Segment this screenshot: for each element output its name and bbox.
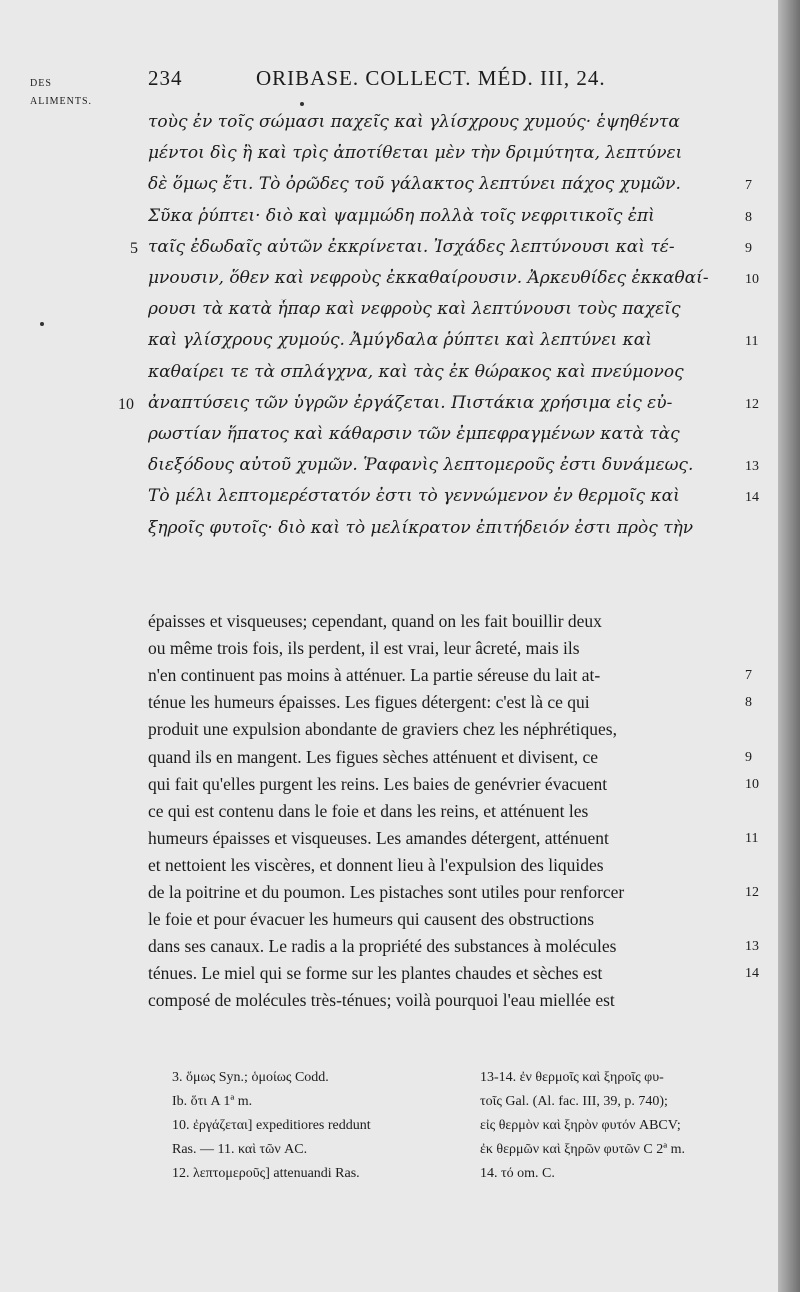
page-title: ORIBASE. COLLECT. MÉD. III, 24. xyxy=(256,66,606,90)
line-number-right: 7 xyxy=(745,668,752,683)
greek-text-line: Τὸ μέλι λεπτομερέστατόν ἐστι τὸ γεννώμενον ἐν θερμοῖς καὶ xyxy=(148,486,680,506)
line-number-right: 8 xyxy=(745,695,752,710)
french-text-line: composé de molécules très-ténues; voilà pourquoi l'eau miellée est xyxy=(148,990,615,1010)
footnote-left: Ib. ὅτι A 1ª m. xyxy=(172,1094,253,1109)
line-number-right: 10 xyxy=(745,777,759,792)
greek-text-line: τοὺς ἐν τοῖς σώμασι παχεῖς καὶ γλίσχρους χυμούς· ἑψηθέντα xyxy=(148,112,680,132)
french-text-line: n'en continuent pas moins à atténuer. La partie séreuse du lait at- xyxy=(148,665,601,685)
book-spine-shadow xyxy=(778,0,800,1292)
line-number-right: 13 xyxy=(745,459,759,474)
line-number-right: 12 xyxy=(745,397,759,412)
french-text-line: ténues. Le miel qui se forme sur les plantes chaudes et sèches est xyxy=(148,963,603,983)
french-text-line: quand ils en mangent. Les figues sèches atténuent et divisent, ce xyxy=(148,747,599,767)
greek-text-line: ἀναπτύσεις τῶν ὑγρῶν ἐργάζεται. Πιστάκια χρήσιμα εἰς εὐ- xyxy=(148,393,673,413)
footnote-right: 13-14. ἐν θερμοῖς καὶ ξηροῖς φυ- xyxy=(480,1070,664,1085)
french-text-line: humeurs épaisses et visqueuses. Les amandes détergent, atténuent xyxy=(148,828,609,848)
line-number-right: 9 xyxy=(745,241,752,256)
line-number-right: 13 xyxy=(745,939,759,954)
french-text-line: ce qui est contenu dans le foie et dans les reins, et atténuent les xyxy=(148,801,589,821)
footnote-right: τοῖς Gal. (Al. fac. III, 39, p. 740); xyxy=(480,1094,668,1109)
footnote-left: Ras. — 11. καὶ τῶν AC. xyxy=(172,1142,308,1157)
line-number-right: 12 xyxy=(745,885,759,900)
line-number-left: 5 xyxy=(130,240,138,257)
greek-text-line: ταῖς ἐδωδαῖς αὐτῶν ἐκκρίνεται. Ἰσχάδες λεπτύνουσι καὶ τέ- xyxy=(148,237,675,257)
line-number-right: 8 xyxy=(745,210,752,225)
greek-text-line: μνουσιν, ὅθεν καὶ νεφροὺς ἐκκαθαίρουσιν. Ἀρκευθίδες ἐκκαθαί- xyxy=(148,268,709,288)
french-text-line: qui fait qu'elles purgent les reins. Les baies de genévrier évacuent xyxy=(148,774,608,794)
footnote-left: 3. ὅμως Syn.; ὁμοίως Codd. xyxy=(172,1070,329,1085)
greek-text-line: Σῦκα ῥύπτει· διὸ καὶ ψαμμώδη πολλὰ τοῖς νεφριτικοῖς ἐπὶ xyxy=(148,206,655,226)
french-text-line: ou même trois fois, ils perdent, il est vrai, leur âcreté, mais ils xyxy=(148,638,580,658)
ink-dot xyxy=(300,102,304,106)
french-text-line: et nettoient les viscères, et donnent lieu à l'expulsion des liquides xyxy=(148,855,604,875)
greek-text-line: δὲ ὅμως ἔτι. Τὸ ὀρῶδες τοῦ γάλακτος λεπτύνει πάχος χυμῶν. xyxy=(148,174,681,194)
line-number-right: 11 xyxy=(745,334,759,349)
french-text-line: épaisses et visqueuses; cependant, quand on les fait bouillir deux xyxy=(148,611,602,631)
greek-text-line: ρουσι τὰ κατὰ ἧπαρ καὶ νεφροὺς καὶ λεπτύνουσι τοὺς παχεῖς xyxy=(148,299,681,319)
french-text-line: ténue les humeurs épaisses. Les figues détergent: c'est là ce qui xyxy=(148,692,590,712)
line-number-right: 7 xyxy=(745,178,752,193)
line-number-right: 14 xyxy=(745,966,759,981)
french-text-line: de la poitrine et du poumon. Les pistaches sont utiles pour renforcer xyxy=(148,882,625,902)
line-number-right: 10 xyxy=(745,272,759,287)
footnote-left: 12. λεπτομεροῦς] attenuandi Ras. xyxy=(172,1166,360,1181)
footnote-right: 14. τό om. C. xyxy=(480,1166,555,1181)
french-text-line: dans ses canaux. Le radis a la propriété des substances à molécules xyxy=(148,936,617,956)
greek-text-line: καὶ γλίσχρους χυμούς. Ἀμύγδαλα ῥύπτει καὶ λεπτύνει καὶ xyxy=(148,330,652,350)
footnote-left: 10. ἐργάζεται] expeditiores reddunt xyxy=(172,1118,371,1133)
footnote-right: ἐκ θερμῶν καὶ ξηρῶν φυτῶν C 2ª m. xyxy=(480,1142,685,1157)
greek-text-line: διεξόδους αὐτοῦ χυμῶν. Ῥαφανὶς λεπτομεροῦς ἐστι δυνάμεως. xyxy=(148,455,694,475)
french-text-line: le foie et pour évacuer les humeurs qui causent des obstructions xyxy=(148,909,595,929)
margin-label-line-2: ALIMENTS. xyxy=(30,96,93,107)
line-number-right: 14 xyxy=(745,490,759,505)
french-text-line: produit une expulsion abondante de graviers chez les néphrétiques, xyxy=(148,719,617,739)
ink-dot xyxy=(40,322,44,326)
line-number-right: 11 xyxy=(745,831,759,846)
greek-text-line: ρωστίαν ἥπατος καὶ κάθαρσιν τῶν ἐμπεφραγμένων κατὰ τὰς xyxy=(148,424,680,444)
margin-label-line-1: DES xyxy=(30,78,52,89)
line-number-left: 10 xyxy=(118,396,134,413)
page-number: 234 xyxy=(148,66,183,90)
greek-text-line: καθαίρει τε τὰ σπλάγχνα, καὶ τὰς ἐκ θώρακος καὶ πνεύμονος xyxy=(148,362,684,382)
greek-text-line: μέντοι δὶς ἢ καὶ τρὶς ἀποτίθεται μὲν τὴν δριμύτητα, λεπτύνει xyxy=(148,143,683,163)
greek-text-line: ξηροῖς φυτοῖς· διὸ καὶ τὸ μελίκρατον ἐπιτήδειόν ἐστι πρὸς τὴν xyxy=(148,518,694,538)
line-number-right: 9 xyxy=(745,750,752,765)
footnote-right: εἰς θερμὸν καὶ ξηρὸν φυτόν ABCV; xyxy=(480,1118,681,1133)
